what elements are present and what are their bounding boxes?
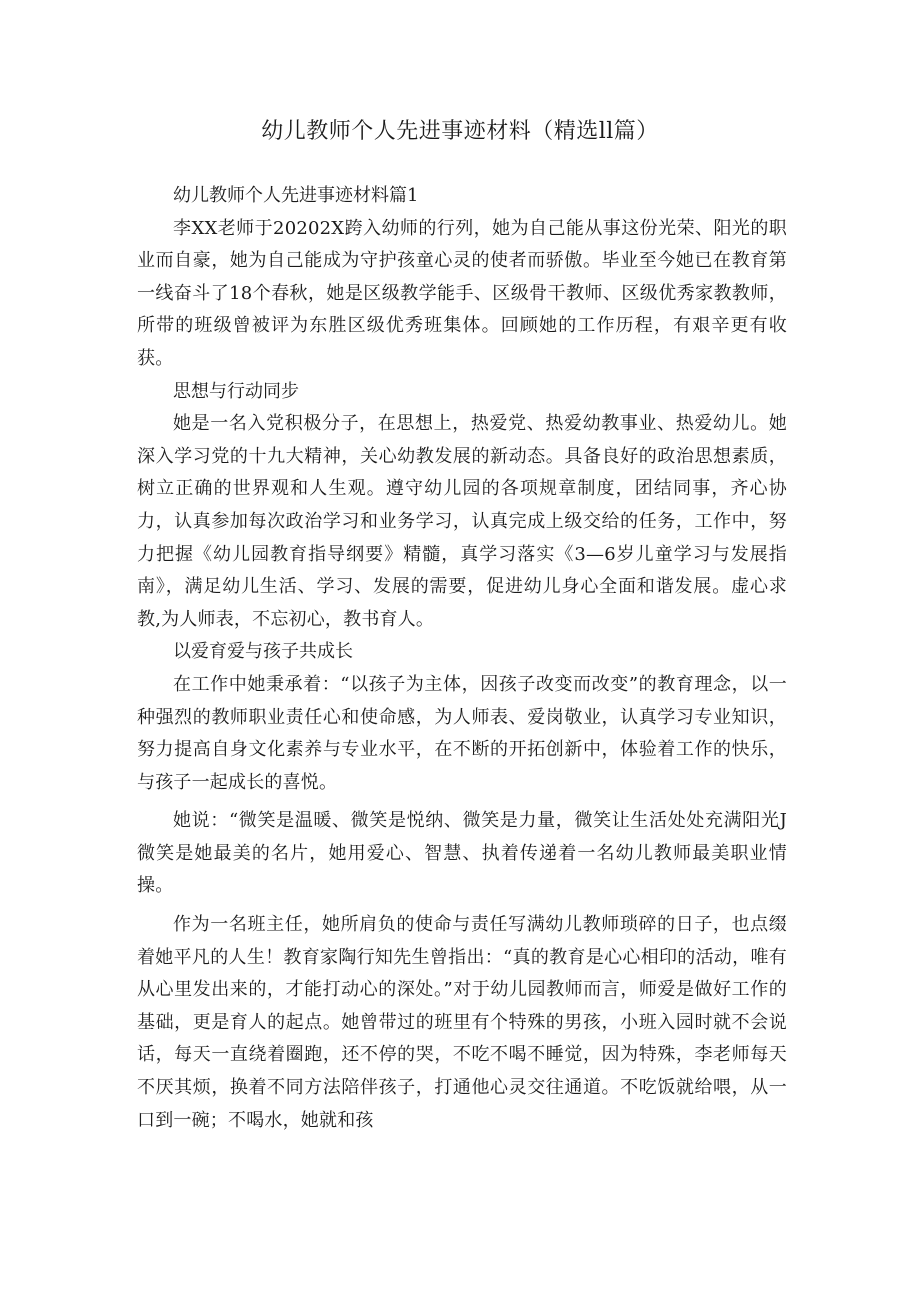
section-heading-thought-action: 思想与行动同步 (173, 380, 299, 402)
document-body (137, 180, 787, 1137)
paragraph-intro: 李XX老师于20202X跨入幼师的行列，她为自己能从事这份光荣、阳光的职业而自豪，她为自己能成为守护孩童心灵的使者而骄傲。毕业至今她已在教育第一线奋斗了18个春秋，她是区级教学能手、区级骨干教师、区级优秀家教教师，所带的班级曾被评为东胜区级优秀班集体。回顾她的工作历程，有艰辛更有收获。 (137, 217, 787, 369)
document-title: 幼儿教师个人先进事迹材料（精选ll篇） (261, 119, 659, 144)
article-subtitle: 幼儿教师个人先进事迹材料篇1 (173, 185, 419, 206)
paragraph-class-teacher: 作为一名班主任，她所肩负的使命与责任写满幼儿教师琐碎的日子，也点缀着她平凡的人生！教育家陶行知先生曾指出：“真的教育是心心相印的活动，唯有从心里发出来的，才能打动心的深处。”对于幼儿园教师而言，师爱是做好工作的基础，更是育人的起点。她曾带过的班里有个特殊的男孩，小班入园时就不会说话，每天一直绕着圈跑，还不停的哭，不吃不喝不睡觉，因为特殊，李老师每天不厌其烦，换着不同方法陪伴孩子，打通他心灵交往通道。不吃饭就给喂，从一口到一碗；不喝水，她就和孩 (137, 914, 787, 1131)
paragraph-thought-action: 她是一名入党积极分子，在思想上，热爱党、热爱幼教事业、热爱幼儿。她深入学习党的十九大精神，关心幼教发展的新动态。具备良好的政治思想素质，树立正确的世界观和人生观。遵守幼儿园的各项规章制度，团结同事，齐心协力，认真参加每次政治学习和业务学习，认真完成上级交给的任务，工作中，努力把握《幼儿园教育指导纲要》精髓，真学习落实《3—6岁儿童学习与发展指南》，满足幼儿生活、学习、发展的需要，促进幼儿身心全面和谐发展。虚心求教,为人师表，不忘初心，教书育人。 (137, 413, 787, 630)
section-heading-love-growth: 以爱育爱与孩子共成长 (173, 641, 353, 663)
paragraph-work-philosophy: 在工作中她秉承着：“以孩子为主体，因孩子改变而改变”的教育理念，以一种强烈的教师职业责任心和使命感，为人师表、爱岗敬业，认真学习专业知识，努力提高自身文化素养与专业水平，在不断的开拓创新中，体验着工作的快乐，与孩子一起成长的喜悦。 (137, 673, 787, 793)
paragraph-smile-quote: 她说：“微笑是温暖、微笑是悦纳、微笑是力量，微笑让生活处处充满阳光J微笑是她最美的名片，她用爱心、智慧、执着传递着一名幼儿教师最美职业情操。 (137, 810, 787, 897)
